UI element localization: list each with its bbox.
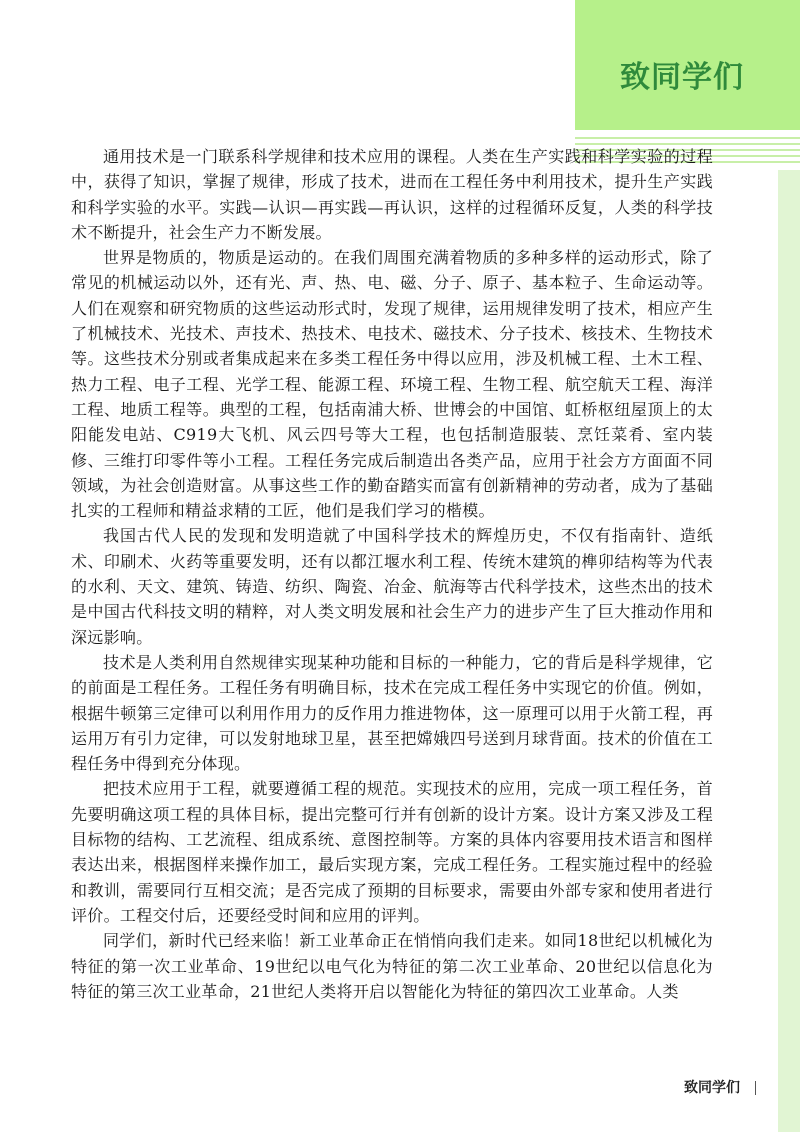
paragraph: 同学们，新时代已经来临！新工业革命正在悄悄向我们走来。如同18世纪以机械化为特征的第一次工业革命、19世纪以电气化为特征的第二次工业革命、20世纪以信息化为特征的第三次工业革命，21世纪人类将开启以智能化为特征的第四次工业革命。人类 — [71, 931, 713, 1001]
page-footer — [640, 1076, 770, 1100]
footer-divider — [755, 1081, 756, 1095]
side-bar — [778, 170, 800, 1132]
body-text — [71, 144, 713, 1004]
paragraph: 我国古代人民的发现和发明造就了中国科学技术的辉煌历史，不仅有指南针、造纸术、印刷术、火药等重要发明，还有以都江堰水利工程、传统木建筑的榫卯结构等为代表的水利、天文、建筑、铸造、纺织、陶瓷、冶金、航海等古代科学技术，这些杰出的技术是中国古代科技文明的精粹，对人类文明发展和社会生产力的进步产生了巨大推动作用和深远影响。 — [71, 526, 713, 647]
stripe-line — [575, 137, 800, 139]
paragraph: 世界是物质的，物质是运动的。在我们周围充满着物质的多种多样的运动形式，除了常见的机械运动以外，还有光、声、热、电、磁、分子、原子、基本粒子、生命运动等。人们在观察和研究物质的这些运动形式时，发现了规律，运用规律发明了技术，相应产生了机械技术、光技术、声技术、热技术、电技术、磁技术、分子技术、核技术、生物技术等。这些技术分别或者集成起来在多类工程任务中得以应用，涉及机械工程、土木工程、热力工程、电子工程、光学工程、能源工程、环境工程、生物工程、航空航天工程、海洋工程、地质工程等。典型的工程，包括南浦大桥、世博会的中国馆、虹桥枢纽屋顶上的太阳能发电站、C919大飞机、风云四号等大工程，也包括制造服装、烹饪菜肴、室内装修、三维打印零件等小工程。工程任务完成后制造出各类产品，应用于社会方方面面不同领域，为社会创造财富。从事这些工作的勤奋踏实而富有创新精神的劳动者，成为了基础扎实的工程师和精益求精的工匠，他们是我们学习的楷模。 — [71, 248, 713, 521]
footer-label: 致同学们 — [684, 1080, 740, 1096]
page-title: 致同学们 — [620, 60, 744, 95]
paragraph: 通用技术是一门联系科学规律和技术应用的课程。人类在生产实践和科学实验的过程中，获得了知识，掌握了规律，形成了技术，进而在工程任务中利用技术，提升生产实践和科学实验的水平。实践—认识—再实践—再认识，这样的过程循环反复，人类的科学技术不断提升，社会生产力不断发展。 — [71, 147, 713, 242]
paragraph: 技术是人类利用自然规律实现某种功能和目标的一种能力，它的背后是科学规律，它的前面是工程任务。工程任务有明确目标，技术在完成工程任务中实现它的价值。例如，根据牛顿第三定律可以利用作用力的反作用力推进物体，这一原理可以用于火箭工程，再运用万有引力定律，可以发射地球卫星，甚至把嫦娥四号送到月球背面。技术的价值在工程任务中得到充分体现。 — [71, 652, 713, 774]
paragraph: 把技术应用于工程，就要遵循工程的规范。实现技术的应用，完成一项工程任务，首先要明确这项工程的具体目标，提出完整可行并有创新的设计方案。设计方案又涉及工程目标物的结构、工艺流程、组成系统、意图控制等。方案的具体内容要用技术语言和图样表达出来，根据图样来操作加工，最后实现方案，完成工程任务。工程实施过程中的经验和教训，需要同行互相交流；是否完成了预期的目标要求，需要由外部专家和使用者进行评价。工程交付后，还要经受时间和应用的评判。 — [71, 779, 713, 925]
